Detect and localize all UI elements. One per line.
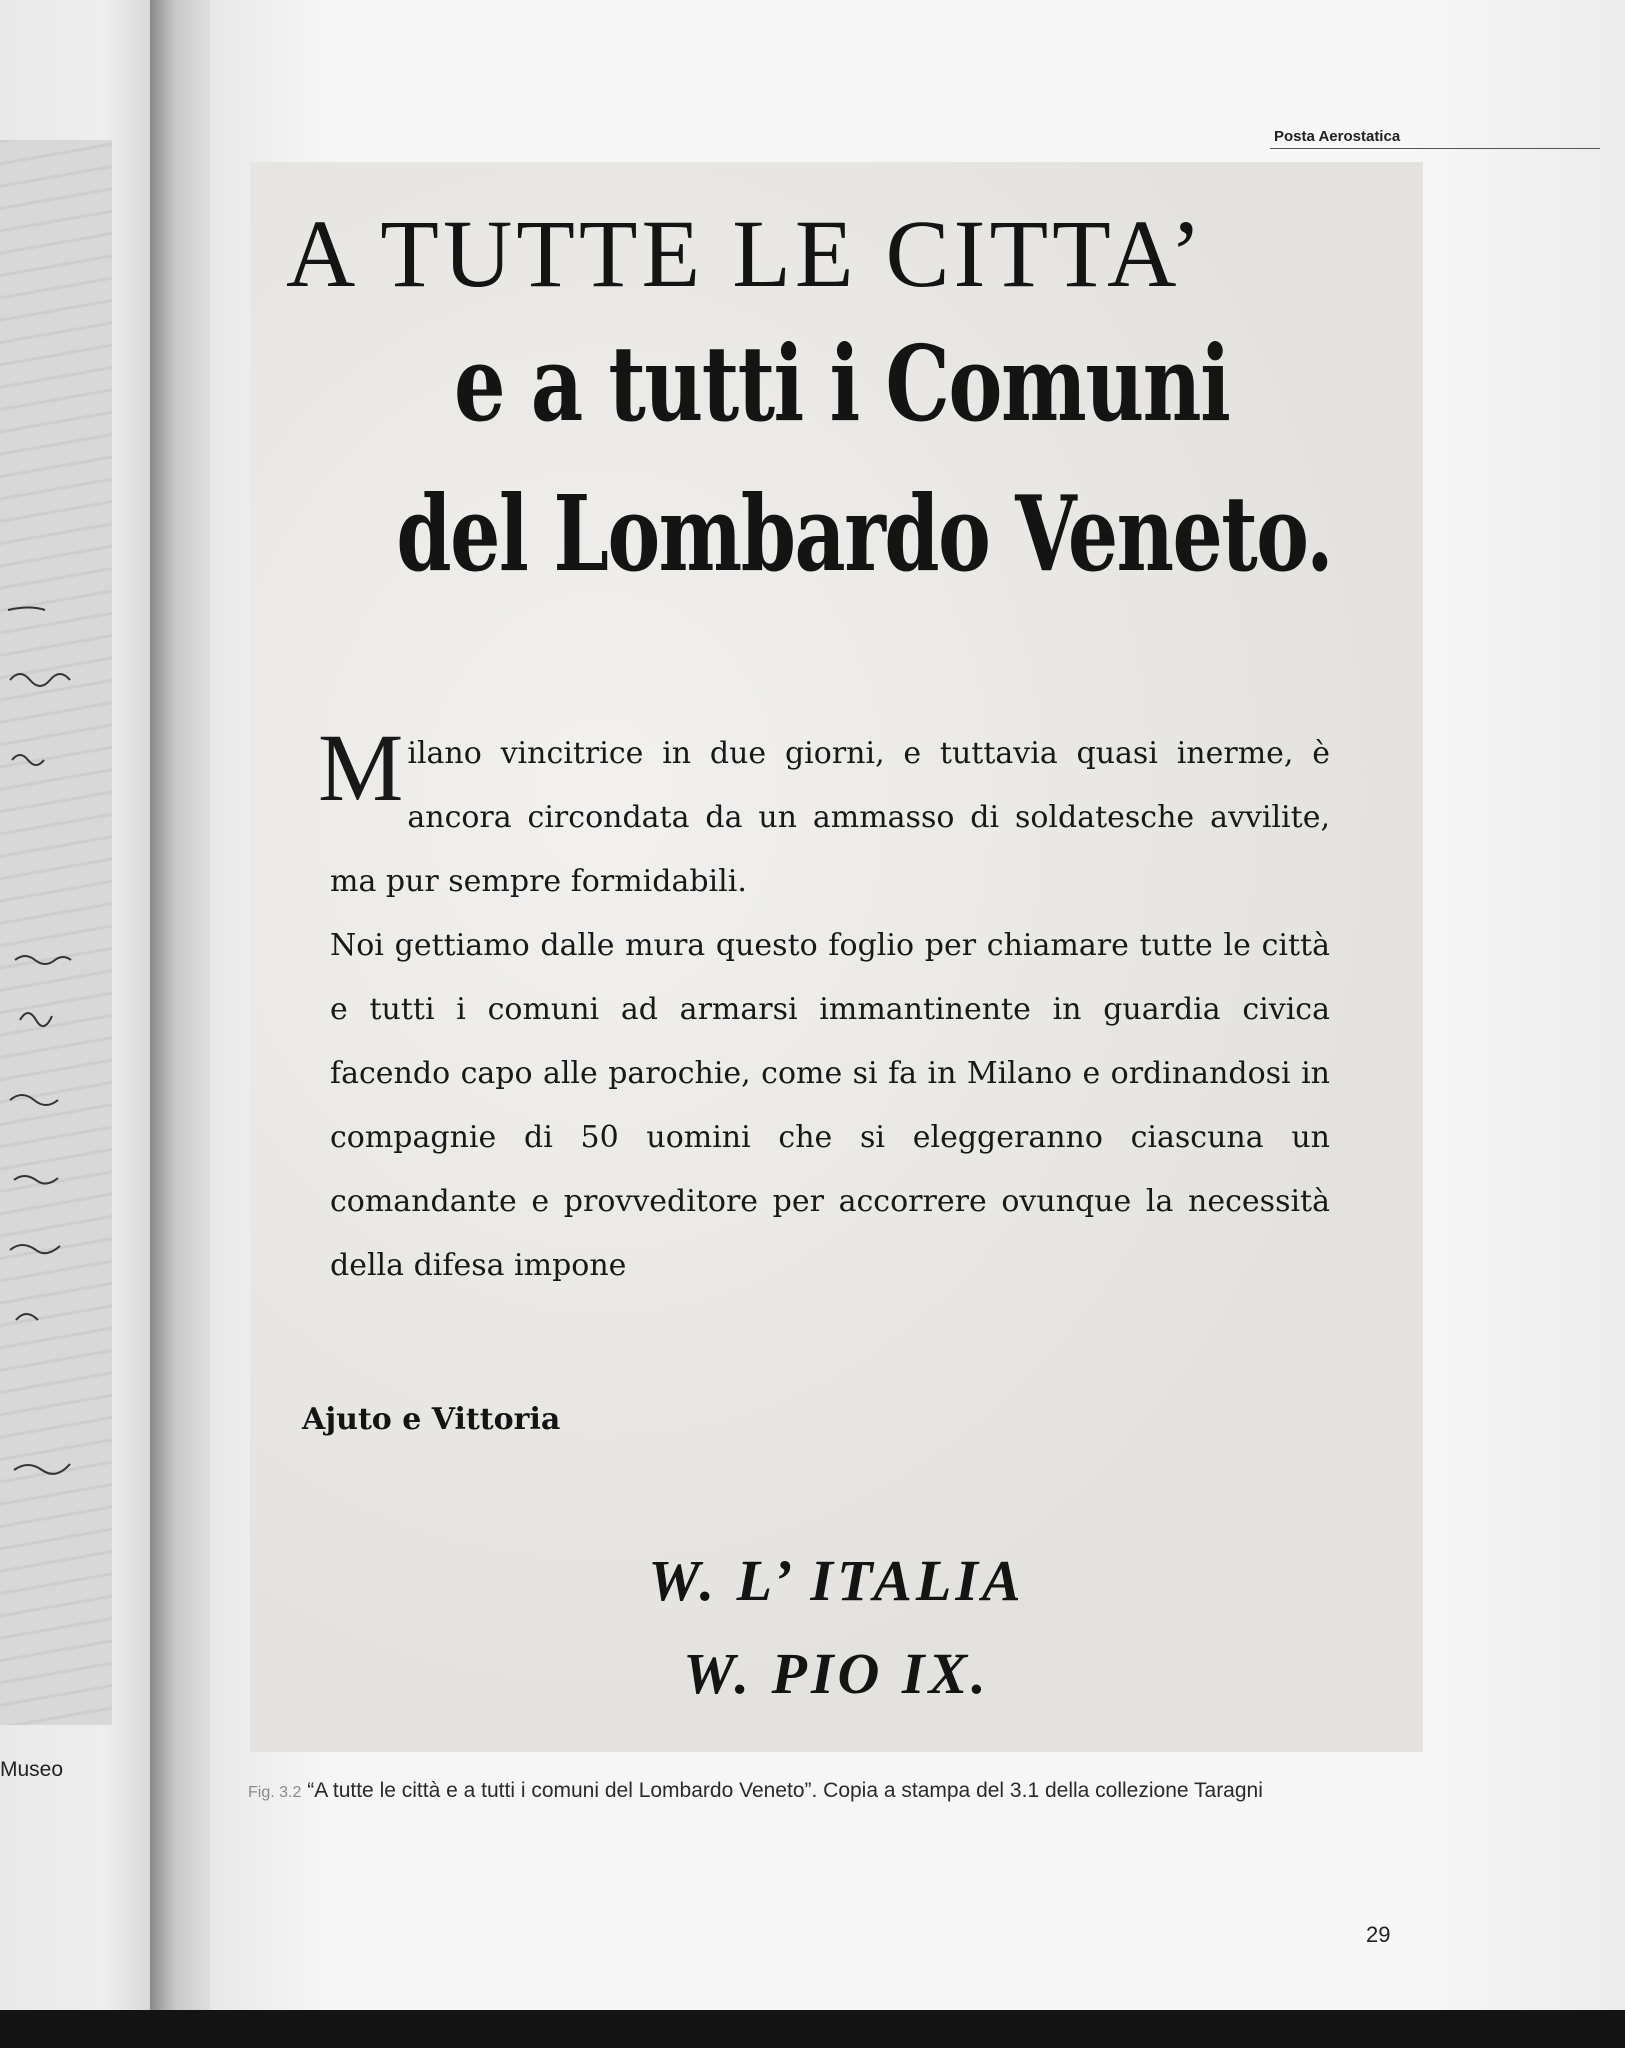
- figure-label: Fig. 3.2: [248, 1784, 302, 1801]
- figure-caption-text: “A tutte le città e a tutti i comuni del Lombardo Veneto”. Copia a stampa del 3.1 della collezione Taragni: [307, 1779, 1263, 1802]
- poster-title-line-2: e a tutti i Comuni: [453, 322, 1230, 445]
- drop-cap: M: [318, 714, 404, 821]
- poster-paragraph-2: Noi gettiamo dalle mura questo foglio per chiamare tutte le città e tutti i comuni ad armarsi immantinente in guardia civica facendo capo alle parochie, come si fa in Milano e ordinandosi in compagnie di 50 uomini che si eleggeranno ciascuna un comandante e provveditore per accorrere ovunque la necessità della difesa impone: [330, 928, 1330, 1283]
- figure-caption: [248, 1776, 1398, 1808]
- handwriting-scribbles: [0, 140, 112, 1540]
- header-rule: [1270, 148, 1600, 149]
- poster-viva-italia: W. L’ ITALIA: [648, 1548, 1025, 1613]
- poster-title-line-3: del Lombardo Veneto.: [396, 472, 1333, 595]
- poster-image: [250, 162, 1423, 1752]
- poster-viva-pio: W. PIO IX.: [683, 1641, 990, 1706]
- left-page-caption-fragment: Museo: [0, 1758, 64, 1781]
- page-number: 29: [1366, 1922, 1391, 1947]
- poster-title-line-1: A TUTTE LE CITTA’: [286, 200, 1206, 307]
- poster-paragraph-1: ilano vincitrice in due giorni, e tuttavia quasi inerme, è ancora circondata da un ammasso di soldatesche avvilite, ma pur sempre formidabili.: [330, 736, 1330, 899]
- poster-signoff: Ajuto e Vittoria: [302, 1402, 561, 1437]
- poster-body: [318, 714, 1330, 1298]
- book-bottom-edge: [0, 2010, 1625, 2048]
- running-header: Posta Aerostatica: [1274, 128, 1401, 145]
